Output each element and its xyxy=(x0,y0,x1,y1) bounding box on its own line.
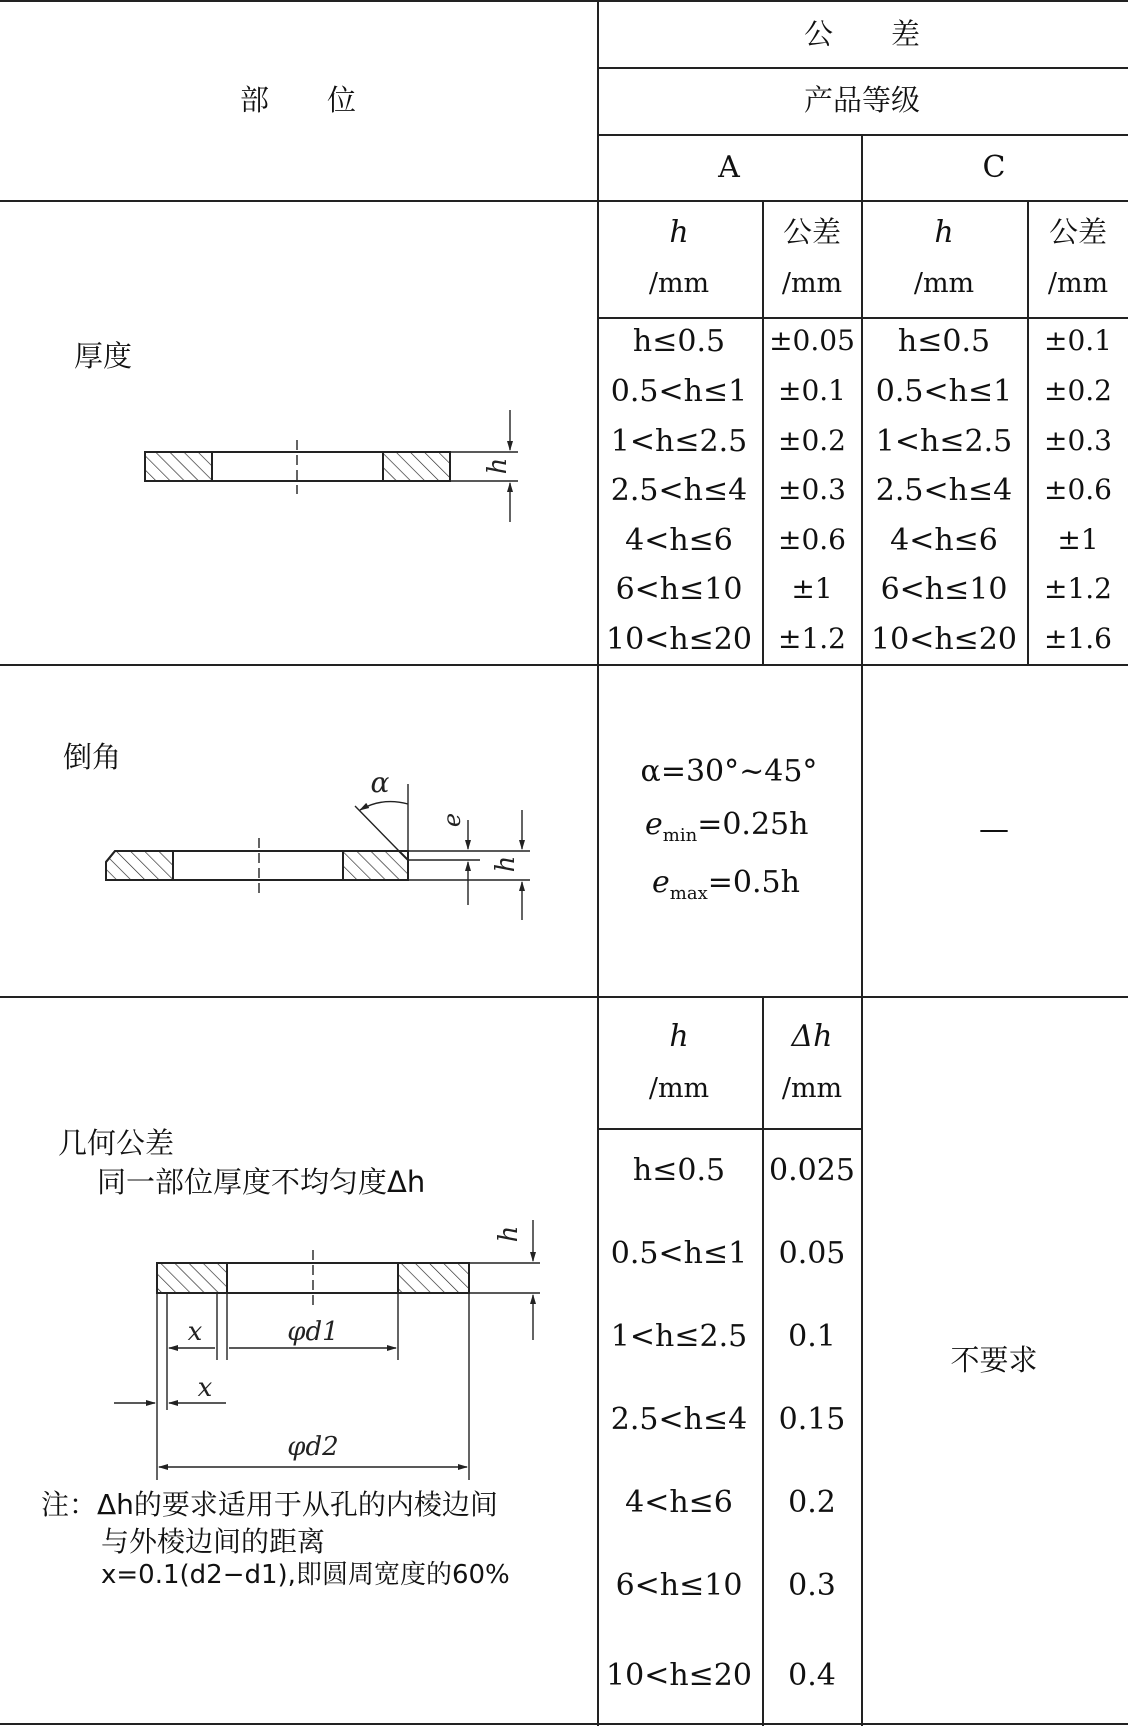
geometry-dh-6: 0.4 xyxy=(788,1658,836,1693)
geometry-h-1: 0.5<h≤1 xyxy=(610,1236,748,1271)
thickness-label: 厚度 xyxy=(74,339,133,373)
thickness-a-tol-2: ±0.2 xyxy=(778,424,846,457)
chamfer-alpha-spec: α=30°~45° xyxy=(640,754,818,789)
header-grade-c: C xyxy=(982,150,1006,185)
geometry-dh-1: 0.05 xyxy=(778,1236,846,1271)
chamfer-washer-drawing xyxy=(106,784,530,920)
geometry-dh-2: 0.1 xyxy=(788,1319,836,1354)
thickness-a-h-5: 6<h≤10 xyxy=(615,572,743,607)
thickness-c-h-4: 4<h≤6 xyxy=(890,523,998,558)
chamfer-emin-e: e xyxy=(645,807,663,842)
thickness-c-col-tol: 公差 xyxy=(1048,215,1108,249)
geometry-h-4: 4<h≤6 xyxy=(625,1485,733,1520)
geometry-note-1: 注：Δh的要求适用于从孔的内棱边间 xyxy=(41,1488,498,1521)
geometry-h-2: 1<h≤2.5 xyxy=(610,1319,748,1354)
chamfer-emax-val: =0.5h xyxy=(707,865,800,900)
geometry-note-2: 与外棱边间的距离 xyxy=(101,1525,326,1558)
thickness-fig-h-label: h xyxy=(483,457,513,475)
thickness-a-h-0: h≤0.5 xyxy=(632,324,726,359)
geometry-dh-0: 0.025 xyxy=(769,1153,855,1188)
geometry-note-3: x=0.1(d2−d1),即圆周宽度的60% xyxy=(101,1560,510,1590)
geometry-h-5: 6<h≤10 xyxy=(615,1568,743,1603)
chamfer-emin-sub: min xyxy=(662,825,698,846)
geometry-col-h-unit: /mm xyxy=(648,1073,710,1104)
thickness-a-col-tol-unit: /mm xyxy=(781,268,843,299)
thickness-a-h-4: 4<h≤6 xyxy=(625,523,733,558)
thickness-c-h-0: h≤0.5 xyxy=(897,324,991,359)
geometry-grade-c-value: 不要求 xyxy=(950,1343,1038,1377)
thickness-c-tol-3: ±0.6 xyxy=(1044,473,1112,506)
geometry-fig-h-label: h xyxy=(494,1225,524,1243)
geometry-col-dh-unit: /mm xyxy=(781,1073,843,1104)
thickness-c-tol-6: ±1.6 xyxy=(1044,622,1112,655)
chamfer-label: 倒角 xyxy=(63,740,122,774)
geometry-sublabel: 同一部位厚度不均匀度Δh xyxy=(97,1165,426,1199)
chamfer-fig-alpha-label: α xyxy=(370,766,390,799)
thickness-c-col-tol-unit: /mm xyxy=(1047,268,1109,299)
thickness-c-tol-1: ±0.2 xyxy=(1044,374,1112,407)
thickness-c-h-5: 6<h≤10 xyxy=(880,572,1008,607)
thickness-a-tol-0: ±0.05 xyxy=(769,324,855,357)
thickness-a-col-h: h xyxy=(669,215,689,250)
geometry-h-0: h≤0.5 xyxy=(632,1153,726,1188)
chamfer-emin-val: =0.25h xyxy=(697,807,809,842)
geometry-dh-4: 0.2 xyxy=(788,1485,836,1520)
thickness-c-tol-2: ±0.3 xyxy=(1044,424,1112,457)
thickness-c-h-6: 10<h≤20 xyxy=(871,622,1017,657)
thickness-a-h-1: 0.5<h≤1 xyxy=(610,374,748,409)
geometry-fig-x-label-2: x xyxy=(197,1373,213,1403)
thickness-c-col-h: h xyxy=(934,215,954,250)
thickness-a-h-3: 2.5<h≤4 xyxy=(610,473,748,508)
thickness-a-tol-4: ±0.6 xyxy=(778,523,846,556)
thickness-c-col-h-unit: /mm xyxy=(913,268,975,299)
geometry-col-h: h xyxy=(669,1019,689,1054)
chamfer-emax-e: e xyxy=(652,865,670,900)
thickness-a-tol-1: ±0.1 xyxy=(778,374,846,407)
geometry-fig-x-label-1: x xyxy=(187,1317,203,1347)
thickness-c-tol-4: ±1 xyxy=(1057,523,1099,556)
geometry-dh-5: 0.3 xyxy=(788,1568,836,1603)
chamfer-grade-c-value: — xyxy=(979,812,1009,847)
geometry-fig-d1-label: φd1 xyxy=(287,1317,339,1347)
chamfer-emax-sub: max xyxy=(669,883,708,904)
geometry-h-6: 10<h≤20 xyxy=(606,1658,752,1693)
thickness-a-tol-6: ±1.2 xyxy=(778,622,846,655)
geometry-fig-d2-label: φd2 xyxy=(287,1432,339,1462)
thickness-a-col-tol: 公差 xyxy=(782,215,842,249)
geometry-h-3: 2.5<h≤4 xyxy=(610,1402,748,1437)
chamfer-fig-h-label: h xyxy=(491,855,521,873)
thickness-c-h-1: 0.5<h≤1 xyxy=(875,374,1013,409)
header-position: 部 位 xyxy=(239,83,357,117)
thickness-a-col-h-unit: /mm xyxy=(648,268,710,299)
thickness-c-h-2: 1<h≤2.5 xyxy=(875,424,1013,459)
thickness-a-h-2: 1<h≤2.5 xyxy=(610,424,748,459)
header-grade-a: A xyxy=(718,150,740,185)
header-grade: 产品等级 xyxy=(803,83,921,117)
geometry-col-dh: Δh xyxy=(791,1019,833,1054)
thickness-a-tol-5: ±1 xyxy=(791,572,833,605)
thickness-a-h-6: 10<h≤20 xyxy=(606,622,752,657)
header-tolerance: 公 差 xyxy=(803,17,921,51)
thickness-c-tol-5: ±1.2 xyxy=(1044,572,1112,605)
thickness-a-tol-3: ±0.3 xyxy=(778,473,846,506)
geometry-dh-3: 0.15 xyxy=(778,1402,846,1437)
thickness-c-h-3: 2.5<h≤4 xyxy=(875,473,1013,508)
thickness-c-tol-0: ±0.1 xyxy=(1044,324,1112,357)
geometry-label: 几何公差 xyxy=(58,1126,175,1160)
chamfer-fig-e-label: e xyxy=(438,812,466,828)
thickness-washer-drawing xyxy=(145,410,518,522)
